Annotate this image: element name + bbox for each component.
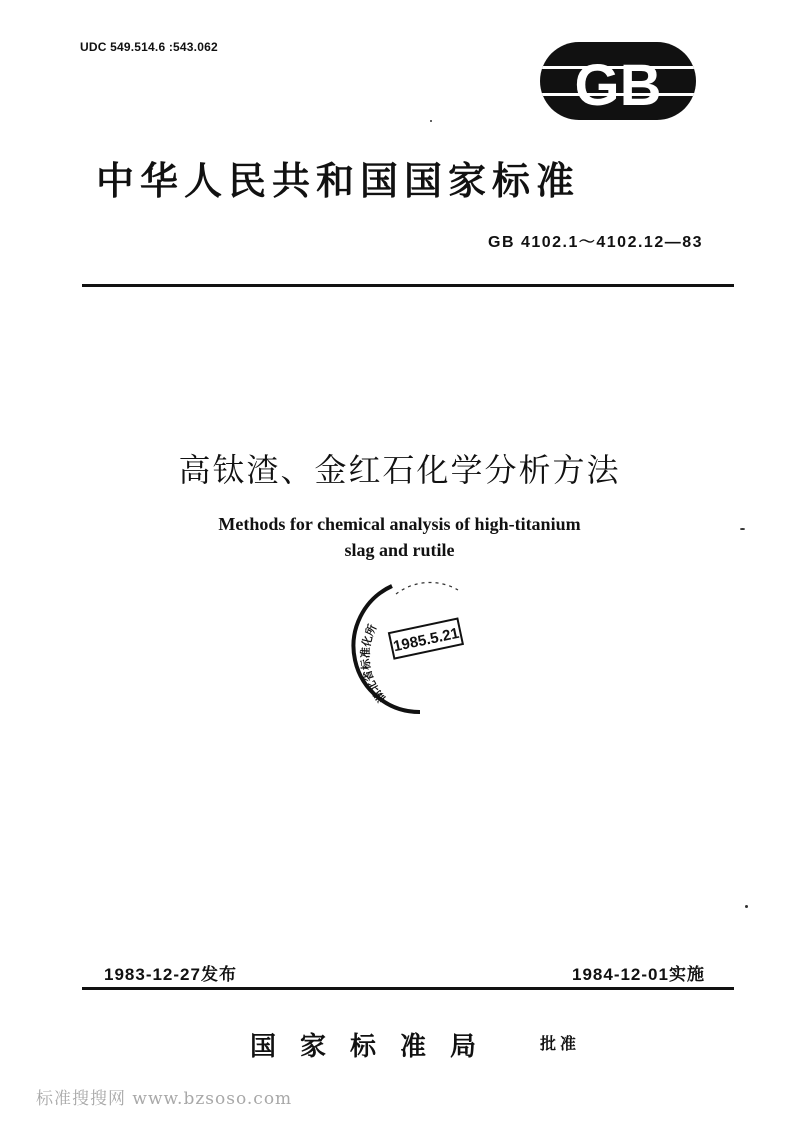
document-title-english-line1: Methods for chemical analysis of high-titanium	[218, 514, 581, 534]
udc-code: UDC 549.514.6 :543.062	[80, 40, 218, 54]
gb-logo-text: GB	[574, 53, 662, 118]
scan-speck	[430, 120, 432, 122]
scan-speck	[745, 905, 748, 908]
bottom-divider	[82, 987, 734, 990]
approval-label: 批准	[540, 1034, 581, 1053]
scan-speck	[740, 528, 745, 530]
document-title-english-line2: slag and rutile	[344, 540, 455, 560]
document-title-chinese: 高钛渣、金红石化学分析方法	[178, 451, 621, 489]
top-divider	[82, 284, 734, 287]
issuing-bureau: 国家标准局	[250, 1032, 501, 1062]
received-date-stamp	[340, 570, 480, 720]
stamp-arc-text: 湖北省标准化所	[358, 622, 389, 705]
issue-date: 1983-12-27发布	[104, 965, 237, 984]
standard-number: GB 4102.1～4102.12—83	[488, 234, 704, 251]
national-standard-title: 中华人民共和国国家标准	[96, 159, 581, 203]
implementation-date: 1984-12-01实施	[572, 965, 705, 984]
gb-logo	[540, 42, 696, 120]
stamp-date: 1985.5.21	[391, 624, 461, 656]
site-watermark: 标准搜搜网 www.bzsoso.com	[36, 1089, 293, 1109]
